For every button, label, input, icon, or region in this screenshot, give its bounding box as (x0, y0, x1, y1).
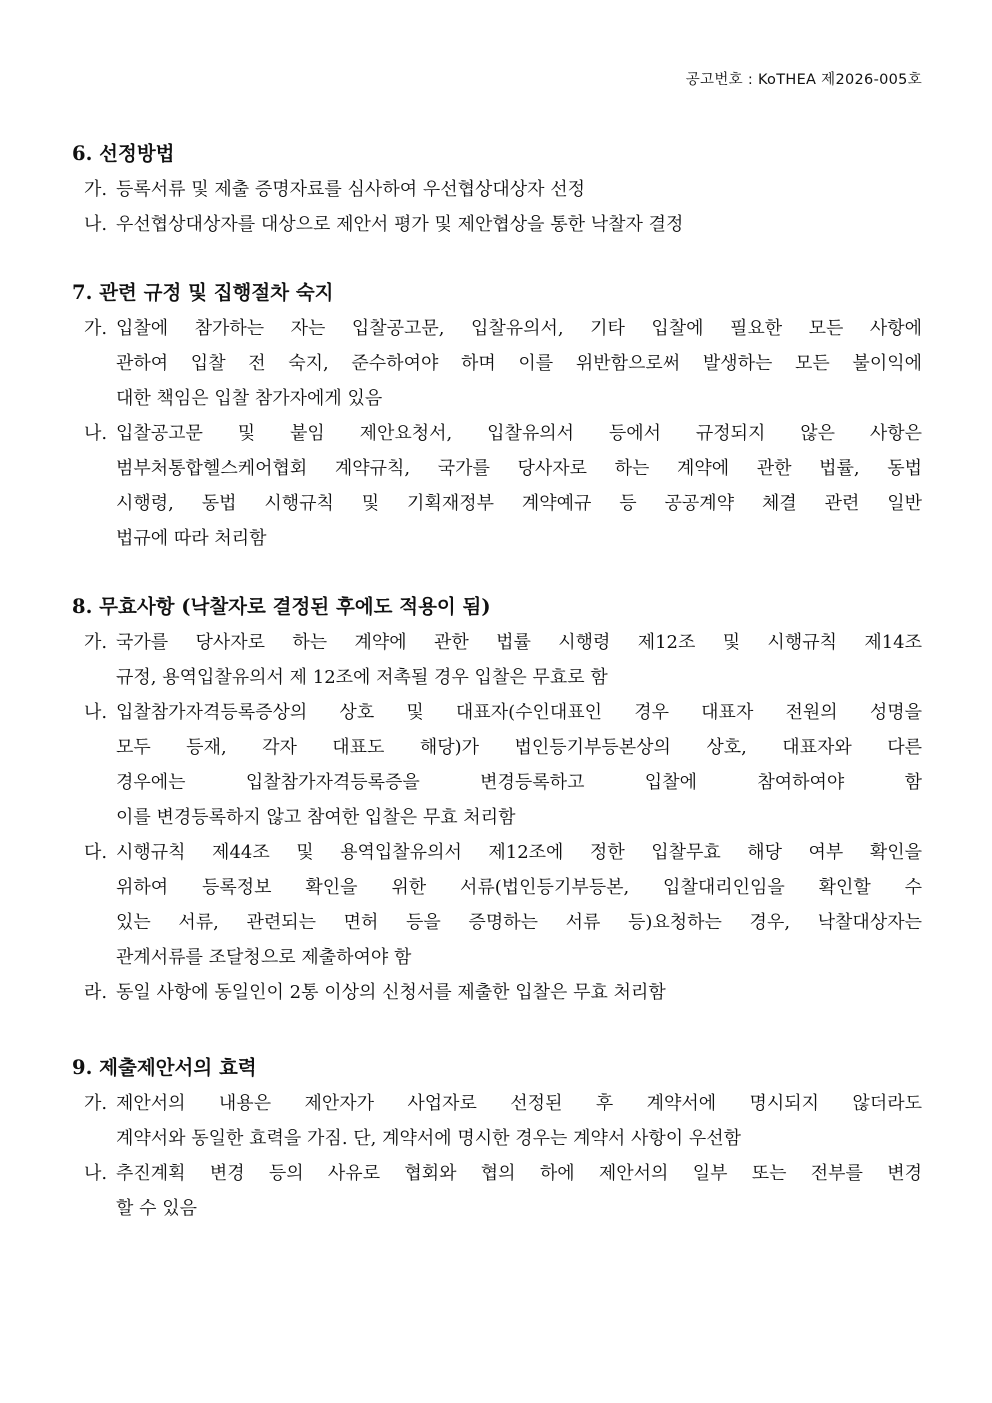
text-line: 법규에 따라 처리함 (116, 528, 267, 549)
section-4 (72, 1050, 922, 1226)
text-line: 시행령, 동법 시행규칙 및 기획재정부 계약예규 등 공공계약 체결 관련 일반 (116, 493, 922, 514)
text-line: 제안서의 내용은 제안자가 사업자로 선정된 후 계약서에 명시되지 않더라도 (116, 1093, 922, 1114)
item-text (116, 625, 922, 695)
text-line: 모두 등재, 각자 대표도 해당)가 법인등기부등본상의 상호, 대표자와 다른 (116, 737, 922, 758)
item-marker: 나. (84, 702, 108, 723)
item-marker: 나. (84, 423, 108, 444)
item-text (116, 1156, 922, 1226)
item-text (116, 207, 922, 242)
text-line: 동일 사항에 동일인이 2통 이상의 신청서를 제출한 입찰은 무효 처리함 (116, 982, 666, 1003)
text-line: 대한 책임은 입찰 참가자에게 있음 (116, 388, 383, 409)
text-line: 계약서와 동일한 효력을 가짐. 단, 계약서에 명시한 경우는 계약서 사항이 우선함 (116, 1128, 742, 1149)
item-text (116, 695, 922, 835)
section-title: 9. 제출제안서의 효력 (72, 1056, 257, 1079)
list-item (72, 835, 922, 975)
section-title: 8. 무효사항 (낙찰자로 결정된 후에도 적용이 됨) (72, 595, 491, 618)
item-marker: 가. (84, 1093, 108, 1114)
item-text (116, 311, 922, 416)
text-line: 경우에는 입찰참가자격등록증을 변경등록하고 입찰에 참여하여야 함 (116, 772, 922, 793)
item-text (116, 835, 922, 975)
text-line: 관하여 입찰 전 숙지, 준수하여야 하며 이를 위반함으로써 발생하는 모든 불이익에 (116, 353, 922, 374)
list-item (72, 172, 922, 207)
text-line: 위하여 등록정보 확인을 위한 서류(법인등기부등본, 입찰대리인임을 확인할 수 (116, 877, 922, 898)
text-line: 입찰참가자격등록증상의 상호 및 대표자(수인대표인 경우 대표자 전원의 성명을 (116, 702, 922, 723)
text-line: 있는 서류, 관련되는 면허 등을 증명하는 서류 등)요청하는 경우, 낙찰대상자는 (116, 912, 922, 933)
text-line: 이를 변경등록하지 않고 참여한 입찰은 무효 처리함 (116, 807, 516, 828)
document-body (72, 136, 922, 1259)
text-line: 범부처통합헬스케어협회 계약규칙, 국가를 당사자로 하는 계약에 관한 법률, 동법 (116, 458, 922, 479)
text-line: 등록서류 및 제출 증명자료를 심사하여 우선협상대상자 선정 (116, 179, 586, 200)
text-line: 할 수 있음 (116, 1198, 197, 1219)
item-text (116, 416, 922, 556)
text-line: 국가를 당사자로 하는 계약에 관한 법률 시행령 제12조 및 시행규칙 제14조 (116, 632, 922, 653)
section-1 (72, 136, 922, 242)
text-line: 입찰에 참가하는 자는 입찰공고문, 입찰유의서, 기타 입찰에 필요한 모든 사항에 (116, 318, 922, 339)
section-title: 7. 관련 규정 및 집행절차 숙지 (72, 281, 334, 304)
section-3 (72, 589, 922, 1010)
list-item (72, 975, 922, 1010)
list-item (72, 1156, 922, 1226)
item-text (116, 172, 922, 207)
item-text (116, 1086, 922, 1156)
list-item (72, 311, 922, 416)
item-marker: 가. (84, 632, 108, 653)
list-item (72, 416, 922, 556)
item-marker: 가. (84, 179, 108, 200)
section-title: 6. 선정방법 (72, 142, 175, 165)
text-line: 규정, 용역입찰유의서 제 12조에 저촉될 경우 입찰은 무효로 함 (116, 667, 608, 688)
text-line: 입찰공고문 및 붙임 제안요청서, 입찰유의서 등에서 규정되지 않은 사항은 (116, 423, 922, 444)
text-line: 추진계획 변경 등의 사유로 협회와 협의 하에 제안서의 일부 또는 전부를 변경 (116, 1163, 922, 1184)
text-line: 시행규칙 제44조 및 용역입찰유의서 제12조에 정한 입찰무효 해당 여부 확인을 (116, 842, 922, 863)
item-marker: 라. (84, 982, 108, 1003)
list-item (72, 1086, 922, 1156)
text-line: 우선협상대상자를 대상으로 제안서 평가 및 제안협상을 통한 낙찰자 결정 (116, 214, 684, 235)
list-item (72, 695, 922, 835)
item-text (116, 975, 922, 1010)
item-marker: 나. (84, 214, 108, 235)
list-item (72, 207, 922, 242)
list-item (72, 625, 922, 695)
item-marker: 다. (84, 842, 108, 863)
item-marker: 가. (84, 318, 108, 339)
section-2 (72, 275, 922, 556)
item-marker: 나. (84, 1163, 108, 1184)
text-line: 관계서류를 조달청으로 제출하여야 함 (116, 947, 412, 968)
notice-number: 공고번호 : KoTHEA 제2026-005호 (685, 72, 922, 88)
